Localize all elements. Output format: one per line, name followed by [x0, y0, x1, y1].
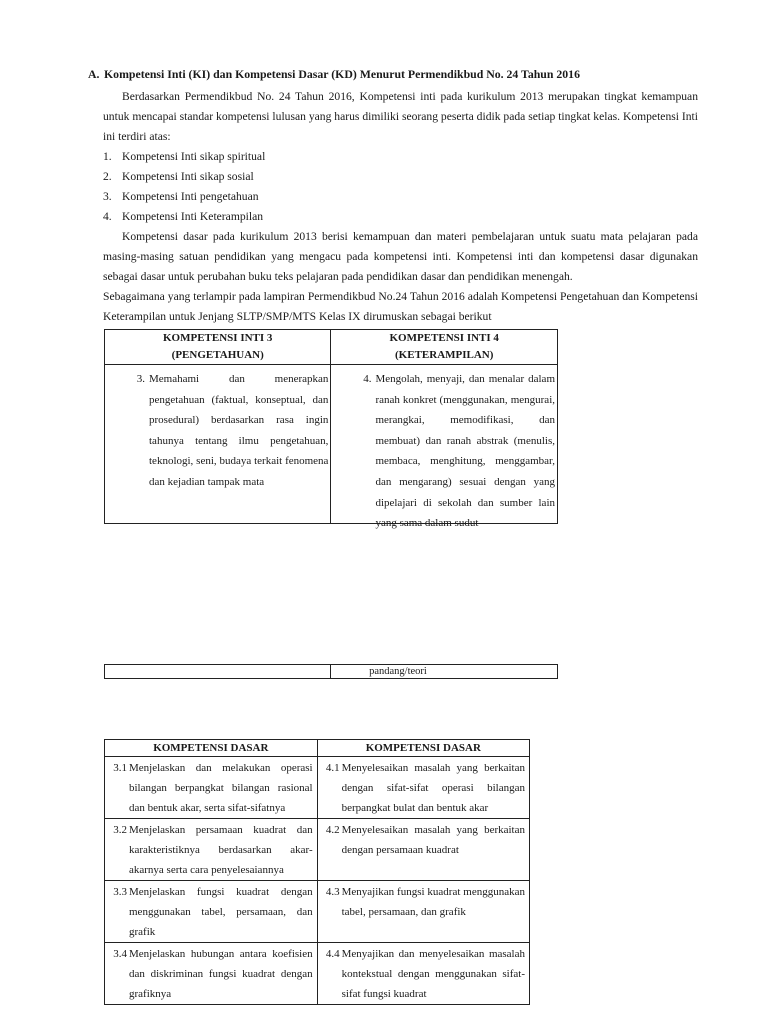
table-row: 3.4 Menjelaskan hubungan antara koefisien dan diskriminan fungsi kuadrat dengan grafiknya 4.4 Menyajikan dan menyelesaikan masalah kontekstual dengan menggunakan sifat-sifat fungsi kuadrat [105, 943, 530, 1005]
list-item: 4. Kompetensi Inti Keterampilan [103, 210, 264, 223]
list-item: 1. Kompetensi Inti sikap spiritual [103, 150, 266, 163]
ki4-continued-cell: pandang/teori [331, 665, 558, 679]
paragraph-intro: Berdasarkan Permendikbud No. 24 Tahun 2016, Kompetensi inti pada kurikulum 2013 merupakan tingkat kemampuan untuk mencapai standar kompetensi lulusan yang harus dimiliki seorang peserta didik pada setiap tingkat kelas. Kompetensi Inti ini terdiri atas: [103, 90, 698, 143]
paragraph-lampiran: Sebagaimana yang terlampir pada lampiran Permendikbud No.24 Tahun 2016 adalah Kompetensi Pengetahuan dan Kompetensi Keterampilan untuk Jenjang SLTP/SMP/MTS Kelas IX dirumuskan sebagai berikut [103, 290, 698, 323]
section-letter: A. [88, 67, 100, 81]
list-item: 2. Kompetensi Inti sikap sosial [103, 170, 254, 183]
kd-table [104, 739, 530, 1005]
ki4-cell: 4. Mengolah, menyaji, dan menalar dalam ranah konkret (menggunakan, mengurai, merangkai, memodifikasi, dan membuat) dan ranah abstrak (menulis, membaca, menghitung, menggambar, dan mengarang) sesuai dengan yang dipelajari di sekolah dan sumber lain yang sama dalam sudut [331, 365, 558, 524]
section-heading [88, 67, 580, 82]
ki3-header: KOMPETENSI INTI 3 (PENGETAHUAN) [105, 330, 331, 365]
table-row: 3.3 Menjelaskan fungsi kuadrat dengan menggunakan tabel, persamaan, dan grafik 4.3 Menyajikan fungsi kuadrat menggunakan tabel, persamaan, dan grafik [105, 881, 530, 943]
kd-header-left: KOMPETENSI DASAR [105, 740, 318, 757]
empty-cell [105, 665, 331, 679]
table-row: 3.1 Menjelaskan dan melakukan operasi bilangan berpangkat bilangan rasional dan bentuk akar, serta sifat-sifatnya 4.1 Menyelesaikan masalah yang berkaitan dengan sifat-sifat operasi bilangan berpangkat bulat dan bentuk akar [105, 757, 530, 819]
section-title: Kompetensi Inti (KI) dan Kompetensi Dasar (KD) Menurut Permendikbud No. 24 Tahun 2016 [104, 67, 580, 81]
ki-table [104, 329, 558, 530]
paragraph-kompetensi-dasar: Kompetensi dasar pada kurikulum 2013 berisi kemampuan dan materi pembelajaran untuk suatu mata pelajaran pada masing-masing satuan pendidikan yang mengacu pada kompetensi inti. Kompetensi inti dan kompetensi dasar digunakan sebagai dasar untuk perubahan buku teks pelajaran pada pendidikan dasar dan pendidikan menengah. [103, 230, 698, 283]
ki-table-continued [104, 664, 558, 679]
ki3-cell: 3. Memahami dan menerapkan pengetahuan (faktual, konseptual, dan prosedural) berdasarkan rasa ingin tahunya tentang ilmu pengetahuan, teknologi, seni, budaya terkait fenomena dan kejadian tampak mata [105, 365, 331, 524]
ki-list [103, 147, 698, 227]
ki4-header: KOMPETENSI INTI 4 (KETERAMPILAN) [331, 330, 558, 365]
table-row: 3.2 Menjelaskan persamaan kuadrat dan karakteristiknya berdasarkan akar-akarnya serta cara penyelesaiannya 4.2 Menyelesaikan masalah yang berkaitan dengan persamaan kuadrat [105, 819, 530, 881]
kd-header-right: KOMPETENSI DASAR [317, 740, 529, 757]
list-item: 3. Kompetensi Inti pengetahuan [103, 190, 259, 203]
